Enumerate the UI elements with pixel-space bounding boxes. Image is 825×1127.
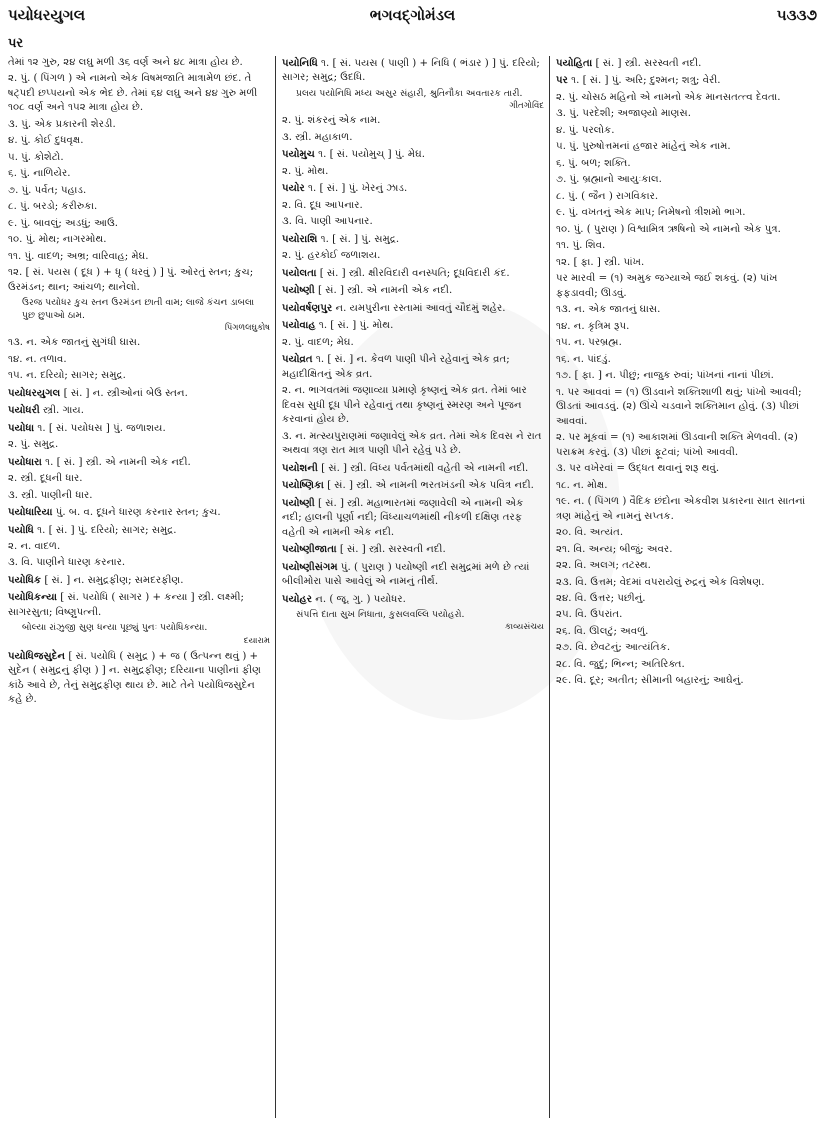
headword: પયોધારિયા	[8, 506, 53, 519]
sense-definition: ૧૪. ન. તળાવ.	[8, 353, 67, 365]
dictionary-entry	[282, 352, 544, 382]
sense-definition: ૫. પું. પુરુષોત્તમનાં હજાર માંહેનું એક નામ.	[556, 141, 731, 153]
dictionary-entry	[8, 386, 270, 401]
headword: પયોરાશિ	[282, 232, 318, 245]
dictionary-entry	[282, 301, 544, 316]
headword: પયોધિક	[8, 573, 42, 586]
sense-definition: ૩. પું. એક પ્રકારની શેરડી.	[8, 118, 116, 130]
sense-definition: ૧૯. ન. ( પિંગળ ) વૈદિક છંદોના એકવીશ પ્રકારના સાત સાતનાં ત્રણ માંહેનું એ નામનું સપ્તક.	[556, 496, 806, 522]
definition-text: [ સં. ] ન. સમુદ્રફીણ; સમદરફીણ.	[41, 574, 184, 586]
definition-text: ૧. [ સં. ] સ્ત્રી. એ નામની એક નદી.	[41, 456, 191, 468]
headword: પયોનિધિ	[282, 57, 318, 69]
dictionary-column-2	[282, 56, 544, 1122]
quotation: પ્રલય પયોનિધિ મધ્ય અસુર સંહારી, શ્રુતિનૌકા અવતારક તારી.	[296, 87, 523, 99]
dictionary-entry	[282, 592, 544, 607]
dictionary-entry	[282, 478, 544, 493]
sense-definition: ૧૭. [ ફા. ] ન. પીછું; નાજુક રુવાં; પાંખનાં નાનાં પીછાં.	[556, 370, 774, 382]
sense-definition: ૧૧. પું. વાદળ; અભ્ર; વારિવાહ; મેઘ.	[8, 250, 149, 262]
definition-text: [ સં. પયોધિ ( સમુદ્ર ) + જ ( ઉત્પન્ન થવું ) + સુદેન ( સમુદ્રનું ફીણ ) ] ન. સમુદ્રફીણ; દરિયાના પાણીનાં ફીણ કાંઠે આવે છે, તેનું સમુદ્રફીણ થાય છે. માટે તેને પયોધિજસુદેન કહે છે.	[8, 650, 262, 706]
column-divider	[549, 56, 550, 1118]
dictionary-entry	[282, 283, 544, 298]
sense-definition: ૩. સ્ત્રી. પાણીની ધાર.	[8, 489, 93, 501]
headword: પયોવાહ	[282, 319, 316, 332]
sense-definition: ૨. ન. વાદળ.	[8, 540, 61, 552]
headword: પયોધરયુગલ	[8, 386, 61, 399]
sense-definition: ૧૩. ન. એક જાતનું ઘાસ.	[556, 304, 661, 316]
sense-definition: ૬. પું. નાળિયેર.	[8, 168, 71, 180]
headword: પયોધિ	[8, 523, 34, 536]
headword: પર	[556, 74, 568, 87]
headword: પયોવ્રત	[282, 353, 313, 366]
definition-text: [ સં. ] સ્ત્રી. સરસ્વતી નદી.	[336, 544, 446, 556]
dictionary-entry	[282, 147, 544, 162]
quotation-source: પિંગળલઘુકોષ	[224, 323, 270, 334]
sense-definition: ૭. પું. બ્રહ્માનો આયુઃકાલ.	[556, 174, 662, 186]
headword: પયોધરી	[8, 404, 40, 417]
sense-definition: ૧૪. ન. કૃત્રિમ રૂપ.	[556, 320, 630, 332]
sense-definition: ૨. ન. ભાગવતમાં જણાવ્યા પ્રમાણે કૃષ્ણનું એક વ્રત. તેમાં બાર દિવસ સુધી દૂધ પીને રહેવાનું તથા કૃષ્ણનું સ્મરણ અને પૂજન કરવાનાં હોય છે.	[282, 385, 527, 426]
definition-text: ૧. [ સં. ] ન. કેવળ પાણી પીને રહેવાનું એક વ્રત; મહાદીક્ષિતનું એક વ્રત.	[282, 354, 510, 380]
headword: પયોધિકન્યા	[8, 591, 58, 604]
sense-definition: ૧૫. ન. દરિયો; સાગર; સમુદ્ર.	[8, 370, 126, 382]
sense-definition: ૩. વિ. પાણીને ધારણ કરનાર.	[8, 557, 126, 569]
dictionary-entry	[8, 573, 270, 588]
sense-definition: ૧૩. ન. એક જાતનું સુગંધી ઘાસ.	[8, 337, 141, 349]
sense-definition: ૨૩. વિ. ઉત્તમ; વેદમાં વપરાયેલું રુદ્રનું એક વિશેષણ.	[556, 576, 765, 588]
headword: પયોલતા	[282, 266, 317, 279]
definition-text: [ સં. ] સ્ત્રી. એ નામની એક નદી.	[314, 285, 453, 297]
page-header	[0, 0, 825, 36]
headword: પયોષ્ણી	[282, 496, 315, 509]
dictionary-entry	[282, 181, 544, 196]
dictionary-entry	[8, 649, 270, 708]
headword: પયોવર્ષણપુર	[282, 301, 333, 314]
sense-definition: ૩. વિ. પાણી આપનાર.	[282, 216, 373, 228]
definition-text: ૧. [ સં. પયોધસ ] પું. જળાશય.	[34, 422, 166, 434]
sense-definition: ૧૨. [ સં. પયસ ( દૂધ ) + ધૃ ( ધરવું ) ] પું. ઓરતું સ્તન; કુચ; ઉરમંડન; થાન; આંચળ; થાનેલો.	[8, 267, 254, 293]
sense-definition: ૪. પું. કોઈ દુધવૃક્ષ.	[8, 135, 84, 147]
dictionary-entry	[282, 56, 544, 86]
sense-definition: ૨૭. વિ. છેવટનું; આત્યંતિક.	[556, 642, 671, 654]
dictionary-entry	[8, 505, 270, 520]
dictionary-entry	[556, 73, 818, 88]
headword: પયોધારા	[8, 455, 42, 468]
sense-definition: ૧. પર આવવાં = (૧) ઊડવાને શક્તિશાળી થવું; પાંખો આવવી; ઊડતાં આવડવું. (૨) ઊંચે ચડવાને શક્તિમાન હોવું. (૩) પીછાં આવવાં.	[556, 386, 802, 427]
sense-definition: ૨૬. વિ. ઊલટું; અવળું.	[556, 625, 649, 637]
sense-definition: ૯. પું. વખતનું એક માપ; નિમેષનો ત્રીશમો ભાગ.	[556, 207, 746, 219]
definition-text: ૧. [ સં. ] પું. મોથ.	[315, 320, 394, 332]
quotation-source: કાવ્યસંચય	[505, 622, 544, 633]
headword: પયોધિજસુદેન	[8, 649, 66, 662]
section-label: પર	[8, 36, 24, 51]
sense-definition: પર મારવી = (૧) અમુક જગ્યાએ જઈ શકવું. (૨) પાંખ ફફડાવવી; ઊડવું.	[556, 273, 778, 299]
definition-text: સ્ત્રી. ગાય.	[39, 405, 84, 417]
definition-text: ૧. [ સં. ] પું. સમુદ્ર.	[317, 233, 400, 245]
sense-definition: ૫. પું. કોશેટો.	[8, 151, 64, 163]
sense-definition: ૨૦. વિ. અત્યંત.	[556, 527, 624, 539]
definition-text: [ સં. ] સ્ત્રી. એ નામની ભરતખંડની એક પવિત્ર નદી.	[323, 480, 534, 492]
sense-definition: ૨૫. વિ. ઉપરાંત.	[556, 609, 623, 621]
quotation-source: દયારામ	[243, 635, 270, 646]
sense-definition: ૨. પું. હરકોઈ જળાશય.	[282, 250, 381, 262]
dictionary-entry	[8, 403, 270, 418]
quotation: ઉરજ પયોધર કુચ સ્તન ઉરમંડન છાતી વામ; લાજે કંચન ડાબલા પુછ છુપાઓ ઠામ.	[22, 297, 255, 321]
sense-definition: ૧૮. ન. મોક્ષ.	[556, 479, 608, 491]
dictionary-entry	[282, 542, 544, 557]
definition-text: [ સં. ] સ્ત્રી. વિંધ્ય પર્વતમાંથી વહેતી એ નામની નદી.	[317, 462, 529, 474]
sense-definition: ૨૯. વિ. દૂર; અતીત; સીમાની બહારનું; આઘેનું.	[556, 675, 744, 687]
definition-text: ૧. [ સં. ] પું. દરિયો; સાગર; સમુદ્ર.	[33, 524, 177, 536]
headword: પયોષ્ણીસંગમ	[282, 560, 338, 573]
sense-definition: ૧૨. [ ફા. ] સ્ત્રી. પાંખ.	[556, 256, 645, 268]
dictionary-entry	[282, 232, 544, 247]
sense-definition: ૩. પું. પરદેશી; અજાણ્યો માણસ.	[556, 108, 692, 120]
dictionary-entry	[8, 421, 270, 436]
dictionary-entry	[8, 590, 270, 620]
definition-text: [ સં. પયોધિ ( સાગર ) + કન્યા ] સ્ત્રી. લક્ષ્મી; સાગરસુતા; વિષ્ણુપત્ની.	[8, 592, 244, 618]
sense-definition: ૭. પું. પર્વત; પહાડ.	[8, 184, 87, 196]
headword: પયોશની	[282, 461, 318, 474]
sense-definition: ૨. પર મૂકવાં = (૧) આકાશમાં ઊડવાની શક્તિ મેળવવી. (૨) પરાક્રમ કરવું. (૩) પીછાં ફૂટવાં; પાંખો આવવી.	[556, 432, 798, 458]
column-divider	[275, 56, 276, 1118]
dictionary-column-1	[8, 56, 270, 1122]
sense-definition: ૯. પું. બાવલું; અડધું; આઉ.	[8, 217, 119, 229]
headword: પયોહર	[282, 592, 313, 605]
dictionary-entry	[8, 455, 270, 470]
quotation-source: ગીતગોવિંદ	[509, 101, 544, 112]
definition-text: ૧. [ સં. પયસ ( પાણી ) + નિધિ ( ભંડાર ) ] પું. દરિયો; સાગર; સમુદ્ર; ઉદધિ.	[282, 58, 540, 84]
definition-text: ૧. [ સં. પયોમુચ્ ] પું. મેઘ.	[314, 149, 425, 161]
headword: પયોધા	[8, 421, 35, 434]
headword: પયોહિતા	[556, 57, 593, 69]
definition-text: પું. બ. વ. દૂધને ધારણ કરનાર સ્તન; કુચ.	[52, 507, 221, 519]
quotation: સંપત્તિ દાતા સુખ નિધાતા, કુસલવલ્લિ પયોહરો.	[296, 608, 465, 620]
sense-definition: ૨૨. વિ. અલગ; તટસ્થ.	[556, 560, 651, 572]
sense-definition: ૧૧. પું. શિવ.	[556, 240, 606, 252]
sense-definition: તેમાં ૧૨ ગુરુ, ૨૪ લઘુ મળી ૩૬ વર્ણ અને ૪૮ માત્રા હોય છે.	[8, 57, 243, 68]
sense-definition: ૧૫. ન. પરબ્રહ્મ.	[556, 337, 622, 349]
sense-definition: ૨. પું. વાદળ; મેઘ.	[282, 336, 354, 348]
sense-definition: ૨૧. વિ. અન્ય; બીજું; અવર.	[556, 543, 673, 555]
definition-text: ન. યમપુરીના રસ્તામાં આવતું ચૌદમું શહેર.	[332, 302, 506, 314]
headword: પયોષ્ણી	[282, 284, 315, 297]
dictionary-entry	[282, 496, 544, 540]
sense-definition: ૮. પું. ( જૈન ) રાગવિકાર.	[556, 190, 659, 202]
sense-definition: ૨. પું. શંકરનું એક નામ.	[282, 115, 381, 127]
definition-text: ન. ( જૂ. ગુ. ) પયોધર.	[312, 593, 406, 605]
sense-definition: ૧૦. પું. ( પુરાણ ) વિશ્વામિત્ર ઋષિનો એ નામનો એક પુત્ર.	[556, 223, 781, 235]
headword: પયોષ્ણીજાતા	[282, 543, 337, 556]
sense-definition: ૩. સ્ત્રી. મહાકાળ.	[282, 131, 353, 143]
sense-definition: ૨. પું. ચોસઠ મહિનો એ નામનો એક માનસતત્ત્વ દેવતા.	[556, 91, 781, 103]
sense-definition: ૩. ન. મત્સ્યપુરાણમાં જણાવેલું એક વ્રત. તેમાં એક દિવસ ને રાત અથવા ત્રણ રાત માત્ર પાણી પીને રહેવું પડે છે.	[282, 430, 542, 457]
definition-text: ૧. [ સં. ] પું. ખેરનું ઝાડ.	[304, 183, 408, 195]
sense-definition: ૨૪. વિ. ઉત્તર; પછીનું.	[556, 592, 646, 604]
definition-text: [ સં. ] સ્ત્રી. ક્ષીરવિદારી વનસ્પતિ; દૂધવિદારી કંદ.	[316, 267, 510, 279]
quotation: બોલ્યા રાંઝુજી સુણ ધન્યા પૂછ્યું પુનઃ પયોધિકન્યા.	[22, 622, 208, 634]
sense-definition: ૧૬. ન. પાંદડું.	[556, 353, 611, 365]
sense-definition: ૬. પું. બળ; શક્તિ.	[556, 157, 631, 169]
definition-text: [ સં. ] સ્ત્રી. મહાભારતમાં જણાવેલી એ નામની એક નદી; હાલની પૂર્ણા નદી; વિંધ્યાચળમાંથી નીકળી દક્ષિણ તરફ વહેતી એ નામની એક નદી.	[282, 497, 524, 538]
dictionary-entry	[282, 266, 544, 281]
sense-definition: ૨. પું. ( પિંગળ ) એ નામનો એક વિષમજાતિ માત્રામેળ છંદ. તે ષટ્પદી છપ્પયનો એક ભેદ છે. તેમાં ૬૪ લઘુ અને ૪૪ ગુરુ મળી ૧૦૮ વર્ણ અને ૧૫૨ માત્રા હોય છે.	[8, 73, 258, 114]
headword: પયોષ્ણિકા	[282, 479, 324, 492]
sense-definition: ૨. પું. મોથ.	[282, 165, 329, 177]
definition-text: પું. ( પુરાણ ) પયોષ્ણી નદી સમુદ્રમાં મળે છે ત્યાં બીલીમોરા પાસે આવેલું એ નામનું તીર્થ.	[282, 561, 530, 588]
dictionary-entry	[8, 523, 270, 538]
dictionary-entry	[282, 318, 544, 333]
definition-text: ૧. [ સં. ] પું. અરિ; દુશ્મન; શત્રુ; વેરી.	[567, 75, 721, 87]
sense-definition: ૨૮. વિ. જુદું; ભિન્ન; અતિરિક્ત.	[556, 658, 685, 670]
headword: પયોમુચ	[282, 148, 315, 161]
sense-definition: ૩. પર વખેરવાં = ઉદ્ધત થવાનું શરૂ થવું.	[556, 463, 720, 475]
sense-definition: ૮. પું. બરડો; કરીરુકા.	[8, 201, 98, 213]
running-head-left: પયોધરયુગલ	[8, 6, 86, 24]
sense-definition: ૨. પું. સમુદ્ર.	[8, 439, 59, 451]
sense-definition: ૨. વિ. દૂધ આપનાર.	[282, 199, 363, 211]
page-number: ૫૩૩૭	[776, 6, 817, 24]
sense-definition: ૧૦. પું. મોથ; નાગરમોથ.	[8, 234, 107, 246]
sense-definition: ૨. સ્ત્રી. દૂધની ધાર.	[8, 473, 83, 485]
sense-definition: ૪. પું. પરલોક.	[556, 124, 615, 136]
headword: પયોર	[282, 182, 305, 195]
definition-text: [ સં. ] ન. સ્ત્રીઓનાં બેઉ સ્તન.	[60, 387, 188, 399]
running-head-title: ભગવદ્ગોમંડલ	[369, 6, 456, 24]
dictionary-entry	[282, 461, 544, 476]
dictionary-entry	[556, 56, 818, 71]
dictionary-entry	[282, 560, 544, 590]
dictionary-column-3	[556, 56, 818, 1122]
definition-text: [ સં. ] સ્ત્રી. સરસ્વતી નદી.	[592, 58, 702, 69]
